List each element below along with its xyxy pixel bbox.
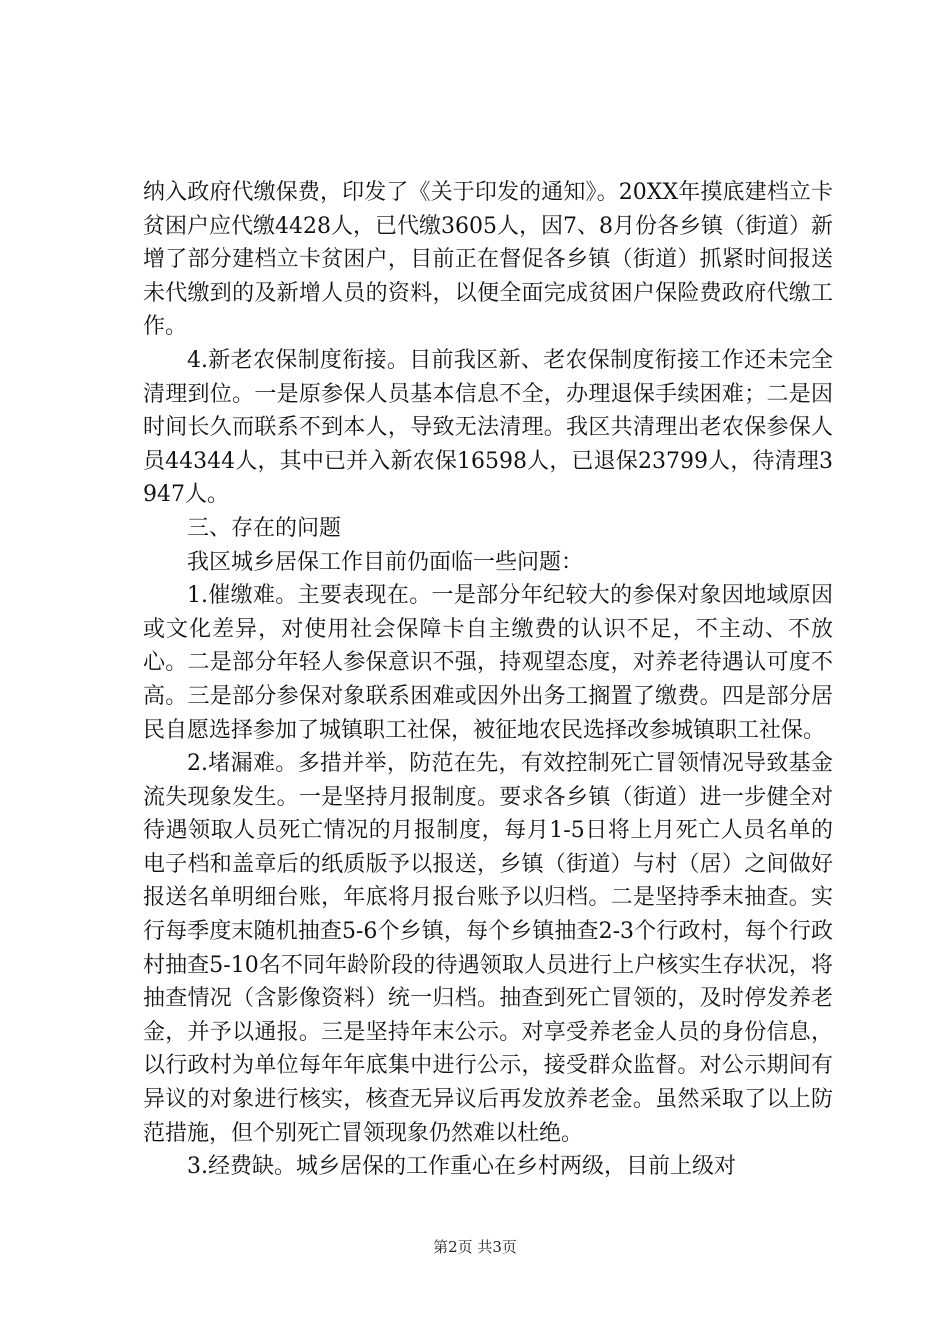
section-heading-problems: 三、存在的问题 — [187, 515, 342, 541]
paragraph-problems-intro: 我区城乡居保工作目前仍面临一些问题： — [187, 549, 584, 575]
paragraph-problem-3: 3.经费缺。城乡居保的工作重心在乡村两级，目前上级对 — [187, 1154, 736, 1180]
paragraph-problem-1: 1.催缴难。主要表现在。一是部分年纪较大的参保对象因地域原因或文化差异，对使用社会保障卡自主缴费的认识不足，不主动、不放心。二是部分年轻人参保意识不强，持观望态度，对养老待遇认可度不高。三是部分参保对象联系困难或因外出务工搁置了缴费。四是部分居民自愿选择参加了城镇职工社保，被征地农民选择改参城镇职工社保。 — [143, 583, 833, 743]
page-footer: 第2页 共3页 — [433, 1238, 517, 1256]
paragraph-section-4: 4.新老农保制度衔接。目前我区新、老农保制度衔接工作还未完全清理到位。一是原参保人员基本信息不全，办理退保手续困难；二是因时间长久而联系不到本人，导致无法清理。我区共清理出老农保参保人员44344人，其中已并入新农保16598人，已退保23799人，待清理3947人。 — [143, 347, 833, 508]
document-body — [143, 176, 833, 1184]
paragraph-problem-2: 2.堵漏难。多措并举，防范在先，有效控制死亡冒领情况导致基金流失现象发生。一是坚持月报制度。要求各乡镇（街道）进一步健全对待遇领取人员死亡情况的月报制度，每月1-5日将上月死亡人员名单的电子档和盖章后的纸质版予以报送，乡镇（街道）与村（居）之间做好报送名单明细台账，年底将月报台账予以归档。二是坚持季末抽查。实行每季度末随机抽查5-6个乡镇，每个乡镇抽查2-3个行政村，每个行政村抽查5-10名不同年龄阶段的待遇领取人员进行上户核实生存状况，将抽查情况（含影像资料）统一归档。抽查到死亡冒领的，及时停发养老金，并予以通报。三是坚持年末公示。对享受养老金人员的身份信息，以行政村为单位每年年底集中进行公示，接受群众监督。对公示期间有异议的对象进行核实，核查无异议后再发放养老金。虽然采取了以上防范措施，但个别死亡冒领现象仍然难以杜绝。 — [143, 751, 833, 1146]
paragraph-continuation: 纳入政府代缴保费，印发了《关于印发的通知》。20XX年摸底建档立卡贫困户应代缴4428人，已代缴3605人，因7、8月份各乡镇（街道）新增了部分建档立卡贫困户，目前正在督促各乡镇（街道）抓紧时间报送未代缴到的及新增人员的资料，以便全面完成贫困户保险费政府代缴工作。 — [143, 180, 833, 340]
